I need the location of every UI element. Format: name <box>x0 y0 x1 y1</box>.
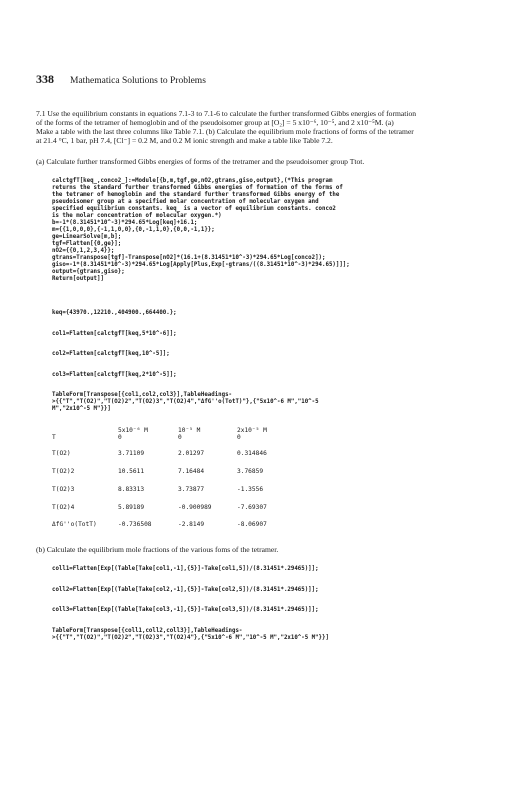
table-cell: 0 <box>237 434 241 441</box>
code-line: giso=-1*(8.31451*10^-3)*294.65*Log[Apply[Plus,Exp[-gtrans/((8.31451*10^-3)*294.65)]]]; <box>52 262 350 268</box>
code-line: calctgfT[keq_,conco2_]:=Module[{b,m,tgf,ge,nO2,gtrans,giso,output},(*This program <box>52 178 333 184</box>
running-title: Mathematica Solutions to Problems <box>70 76 206 86</box>
table-cell: -0.900989 <box>178 504 212 511</box>
problem-line: Make a table with the last three columns like Table 7.1. (b) Calculate the equilibrium mole fractions of forms of the tetramer <box>36 127 414 136</box>
code-line: b=-1*(8.31451*10^-3)*294.65*Log[keq]+16.1; <box>52 220 198 226</box>
table-cell: -7.69307 <box>237 504 267 511</box>
code-line: gtrans=Transpose[tgf]-Transpose[nO2]*(16.1+(8.31451*10^-3)*294.65*Log[conco2]); <box>52 255 326 261</box>
code-line: TableForm[Transpose[{col1,col2,col3}],TableHeadings- <box>52 392 233 398</box>
table-cell: 5.89189 <box>118 504 145 511</box>
problem-line: at 21.4 °C, 1 bar, pH 7.4, [Cl⁻] = 0.2 M, and 0.2 M ionic strength and make a table like Table 7.2. <box>36 136 333 145</box>
row-label: T(O2) <box>52 450 71 457</box>
row-label: T(O2)4 <box>52 504 75 511</box>
code-line: nO2={{0,1,2,3,4}}; <box>52 248 115 254</box>
page-number: 338 <box>36 72 54 86</box>
problem-line: of the forms of the tetramer of hemoglobin and of the pseudoisomer group at [O₂] = 5 x10⁻⁶, 10⁻⁵, and 2 x10⁻⁵M. (a) <box>36 118 394 127</box>
table-cell: 0 <box>118 434 122 441</box>
code-line: is the molar concentration of molecular oxygen.*) <box>52 213 222 219</box>
code-line: Return[output]] <box>52 276 104 282</box>
code-line: TableForm[Transpose[{coll1,coll2,coll3}],TableHeadings- <box>52 628 243 634</box>
table-cell: 7.16484 <box>178 468 205 475</box>
table-cell: 3.71109 <box>118 450 145 457</box>
table-cell: 3.73877 <box>178 486 205 493</box>
part-a-heading: (a) Calculate further transformed Gibbs energies of forms of the tretramer and the pseudoisomer group Ttot. <box>36 157 365 166</box>
table-cell: 10.5611 <box>118 468 145 475</box>
col1-definition: col1=Flatten[calctgfT[keq,5*10^-6]]; <box>52 331 177 337</box>
row-label: ΔfG''o(TotT) <box>52 521 97 528</box>
table-cell: 0.314846 <box>237 450 267 457</box>
row-label: T <box>52 434 56 441</box>
code-line: returns the standard further transformed Gibbs energies of formation of the forms of <box>52 185 343 191</box>
part-b-heading: (b) Calculate the equilibrium mole fractions of the various foms of the tetramer. <box>36 545 279 554</box>
code-line: tgf=Flatten[{0,ge}]; <box>52 241 122 247</box>
code-line: M","2x10^-5 M"}}] <box>52 406 111 412</box>
row-label: T(O2)3 <box>52 486 75 493</box>
column-header: 2x10⁻⁵ M <box>237 427 267 434</box>
table-cell: -1.3556 <box>237 486 264 493</box>
coll1-definition: coll1=Flatten[Exp[(Table[Take[col1,-1],{5}]-Take[col1,5])/(8.31451*.29465)]]; <box>52 566 319 572</box>
row-label: T(O2)2 <box>52 468 75 475</box>
page-header <box>36 70 506 86</box>
code-line: >{{"T","T(O2)","T(O2)2","T(O2)3","T(O2)4"},{"5x10^-6 M","10^-5 M","2x10^-5 M"}}] <box>52 635 329 641</box>
column-header: 5x10⁻⁶ M <box>118 427 148 434</box>
table-cell: 2.01297 <box>178 450 205 457</box>
code-line: ge=LinearSolve[m,b]; <box>52 234 122 240</box>
keq-definition: keq={43970.,12210.,404900.,664400.}; <box>52 310 177 316</box>
code-line: pseudoisomer group at a specified molar concentration of molecular oxygen and <box>52 199 319 205</box>
coll3-definition: coll3=Flatten[Exp[(Table[Take[col3,-1],{5}]-Take[col3,5])/(8.31451*.29465)]]; <box>52 607 319 613</box>
coll2-definition: coll2=Flatten[Exp[(Table[Take[col2,-1],{5}]-Take[col2,5])/(8.31451*.29465)]]; <box>52 587 319 593</box>
code-line: the tetramer of hemoglobin and the standard further transformed Gibbs energy of the <box>52 192 340 198</box>
table-cell: -8.06907 <box>237 521 267 528</box>
column-header: 10⁻⁵ M <box>178 427 201 434</box>
code-line: m={{1,0,0,0},{-1,1,0,0},{0,-1,1,0},{0,0,-1,1}}; <box>52 227 215 233</box>
table-cell: 0 <box>178 434 182 441</box>
problem-line: 7.1 Use the equilibrium constants in equations 7.1-3 to 7.1-6 to calculate the further transformed Gibbs energies of formation <box>36 109 417 118</box>
table-cell: 3.76859 <box>237 468 264 475</box>
table-cell: -0.736508 <box>118 521 152 528</box>
col2-definition: col2=Flatten[calctgfT[keq,10^-5]]; <box>52 351 170 357</box>
code-line: >{{"T","T(O2)","T(O2)2","T(O2)3","T(O2)4","ΔfG''o(TotT)"},{"5x10^-6 M","10^-5 <box>52 399 319 405</box>
table-cell: 8.83313 <box>118 486 145 493</box>
code-line: output={gtrans,giso}; <box>52 269 125 275</box>
col3-definition: col3=Flatten[calctgfT[keq,2*10^-5]]; <box>52 372 177 378</box>
code-line: specified equilibrium constants. keq_ is a vector of equilibrium constants. conco2 <box>52 206 336 212</box>
table-cell: -2.8149 <box>178 521 205 528</box>
